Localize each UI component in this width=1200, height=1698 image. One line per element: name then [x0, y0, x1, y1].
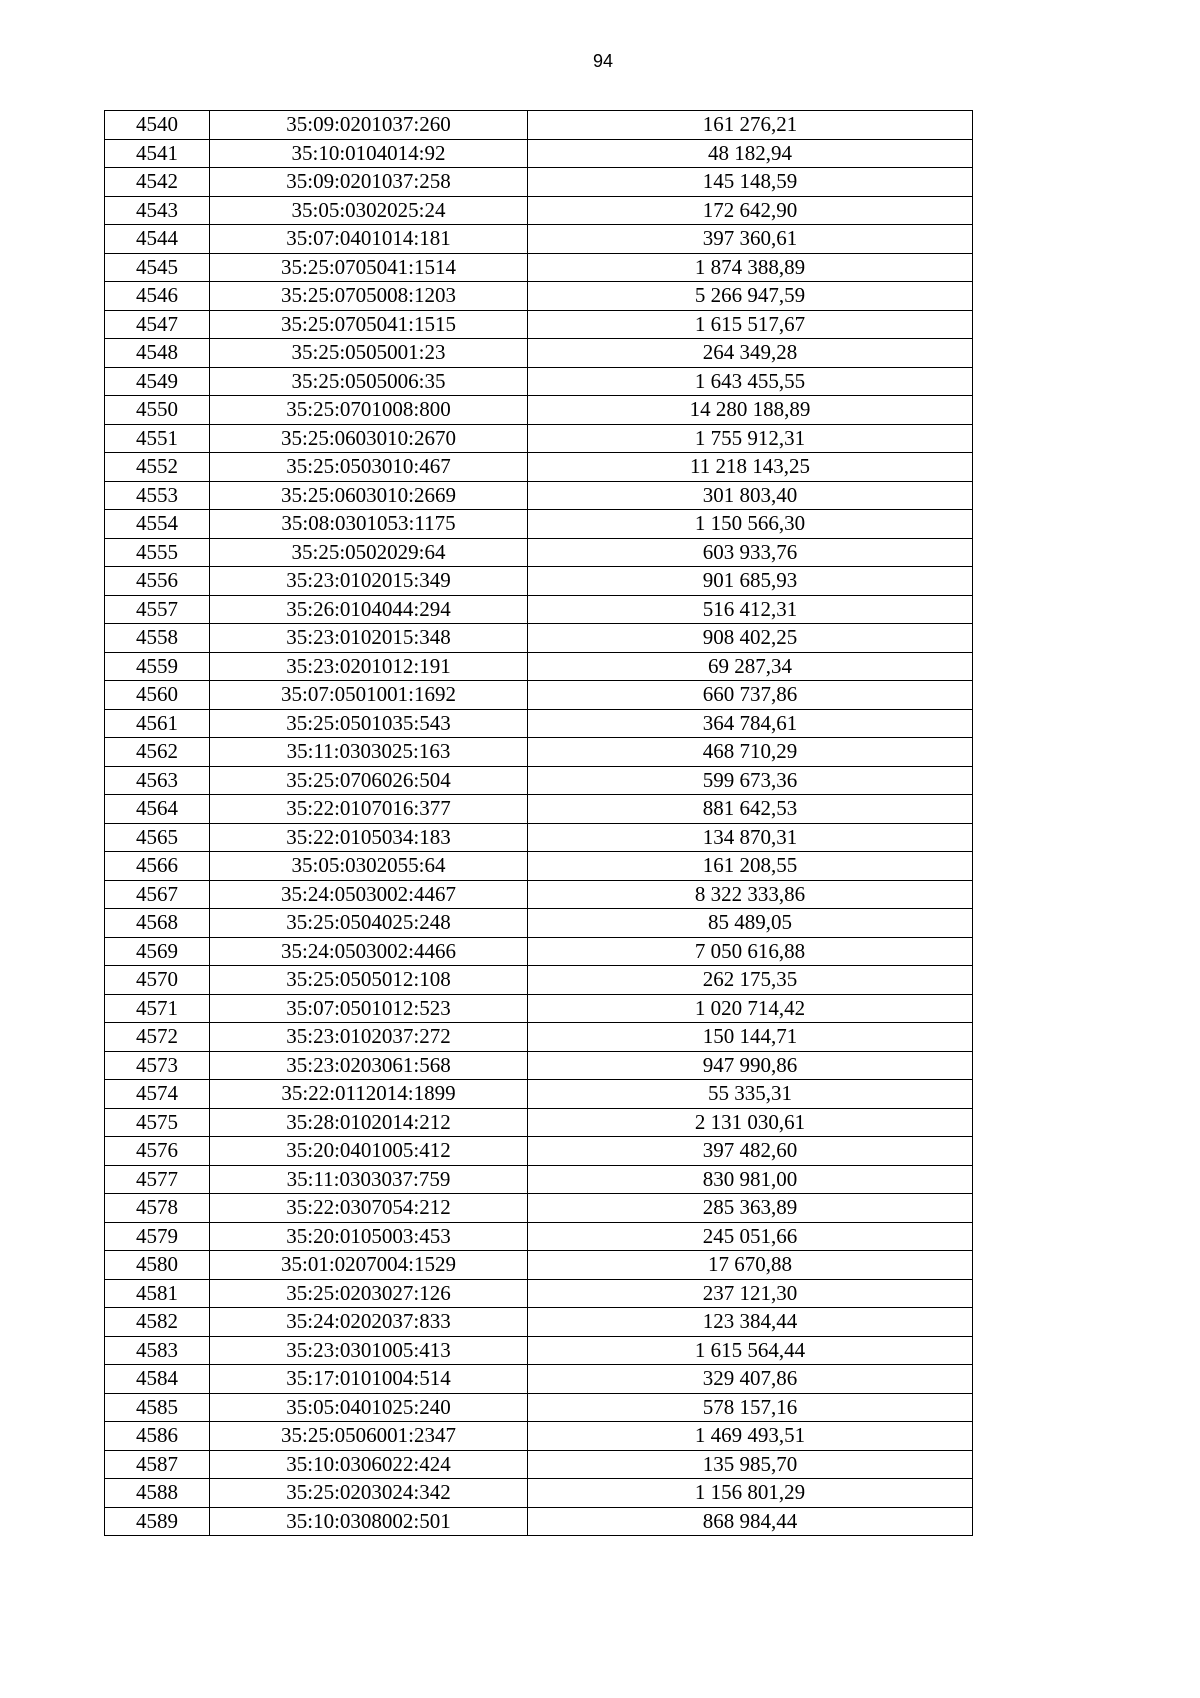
- table-row: [105, 510, 973, 539]
- row-number-cell: 4554: [105, 510, 210, 539]
- table-row: [105, 1108, 973, 1137]
- cadastral-number-cell: 35:25:0501035:543: [210, 709, 528, 738]
- row-number-cell: 4589: [105, 1507, 210, 1536]
- value-cell: 947 990,86: [528, 1051, 973, 1080]
- value-cell: 134 870,31: [528, 823, 973, 852]
- cadastral-number-cell: 35:25:0505001:23: [210, 339, 528, 368]
- row-number-cell: 4547: [105, 310, 210, 339]
- cadastral-number-cell: 35:25:0503010:467: [210, 453, 528, 482]
- value-cell: 69 287,34: [528, 652, 973, 681]
- value-cell: 85 489,05: [528, 909, 973, 938]
- cadastral-number-cell: 35:07:0401014:181: [210, 225, 528, 254]
- row-number-cell: 4550: [105, 396, 210, 425]
- table-row: [105, 595, 973, 624]
- table-row: [105, 1308, 973, 1337]
- table-row: [105, 396, 973, 425]
- table-row: [105, 1023, 973, 1052]
- value-cell: 397 482,60: [528, 1137, 973, 1166]
- row-number-cell: 4563: [105, 766, 210, 795]
- value-cell: 397 360,61: [528, 225, 973, 254]
- value-cell: 908 402,25: [528, 624, 973, 653]
- row-number-cell: 4567: [105, 880, 210, 909]
- cadastral-number-cell: 35:24:0202037:833: [210, 1308, 528, 1337]
- value-cell: 881 642,53: [528, 795, 973, 824]
- table-row: [105, 1080, 973, 1109]
- row-number-cell: 4545: [105, 253, 210, 282]
- table-row: [105, 282, 973, 311]
- row-number-cell: 4540: [105, 111, 210, 140]
- table-row: [105, 1393, 973, 1422]
- row-number-cell: 4576: [105, 1137, 210, 1166]
- row-number-cell: 4559: [105, 652, 210, 681]
- value-cell: 55 335,31: [528, 1080, 973, 1109]
- cadastral-number-cell: 35:25:0603010:2669: [210, 481, 528, 510]
- cadastral-number-cell: 35:17:0101004:514: [210, 1365, 528, 1394]
- value-cell: 2 131 030,61: [528, 1108, 973, 1137]
- table-row: [105, 1194, 973, 1223]
- row-number-cell: 4588: [105, 1479, 210, 1508]
- row-number-cell: 4568: [105, 909, 210, 938]
- cadastral-number-cell: 35:11:0303025:163: [210, 738, 528, 767]
- value-cell: 150 144,71: [528, 1023, 973, 1052]
- cadastral-number-cell: 35:10:0308002:501: [210, 1507, 528, 1536]
- row-number-cell: 4578: [105, 1194, 210, 1223]
- table-row: [105, 681, 973, 710]
- value-cell: 660 737,86: [528, 681, 973, 710]
- value-cell: 17 670,88: [528, 1251, 973, 1280]
- value-cell: 468 710,29: [528, 738, 973, 767]
- value-cell: 1 469 493,51: [528, 1422, 973, 1451]
- cadastral-number-cell: 35:25:0505006:35: [210, 367, 528, 396]
- table-row: [105, 994, 973, 1023]
- table-row: [105, 367, 973, 396]
- row-number-cell: 4551: [105, 424, 210, 453]
- row-number-cell: 4541: [105, 139, 210, 168]
- cadastral-number-cell: 35:09:0201037:260: [210, 111, 528, 140]
- cadastral-number-cell: 35:08:0301053:1175: [210, 510, 528, 539]
- cadastral-number-cell: 35:28:0102014:212: [210, 1108, 528, 1137]
- row-number-cell: 4585: [105, 1393, 210, 1422]
- table-row: [105, 1365, 973, 1394]
- value-cell: 1 615 564,44: [528, 1336, 973, 1365]
- cadastral-number-cell: 35:09:0201037:258: [210, 168, 528, 197]
- value-cell: 161 276,21: [528, 111, 973, 140]
- row-number-cell: 4555: [105, 538, 210, 567]
- row-number-cell: 4580: [105, 1251, 210, 1280]
- cadastral-number-cell: 35:23:0201012:191: [210, 652, 528, 681]
- table-row: [105, 168, 973, 197]
- cadastral-number-cell: 35:23:0203061:568: [210, 1051, 528, 1080]
- row-number-cell: 4564: [105, 795, 210, 824]
- cadastral-number-cell: 35:22:0105034:183: [210, 823, 528, 852]
- row-number-cell: 4556: [105, 567, 210, 596]
- table-row: [105, 823, 973, 852]
- row-number-cell: 4573: [105, 1051, 210, 1080]
- cadastral-number-cell: 35:07:0501012:523: [210, 994, 528, 1023]
- row-number-cell: 4549: [105, 367, 210, 396]
- cadastral-number-cell: 35:23:0102015:348: [210, 624, 528, 653]
- table-row: [105, 1507, 973, 1536]
- cadastral-number-cell: 35:25:0203027:126: [210, 1279, 528, 1308]
- row-number-cell: 4562: [105, 738, 210, 767]
- table-row: [105, 852, 973, 881]
- row-number-cell: 4586: [105, 1422, 210, 1451]
- row-number-cell: 4581: [105, 1279, 210, 1308]
- row-number-cell: 4553: [105, 481, 210, 510]
- row-number-cell: 4570: [105, 966, 210, 995]
- table-row: [105, 937, 973, 966]
- value-cell: 135 985,70: [528, 1450, 973, 1479]
- cadastral-number-cell: 35:25:0705008:1203: [210, 282, 528, 311]
- row-number-cell: 4548: [105, 339, 210, 368]
- value-cell: 285 363,89: [528, 1194, 973, 1223]
- value-cell: 264 349,28: [528, 339, 973, 368]
- cadastral-number-cell: 35:01:0207004:1529: [210, 1251, 528, 1280]
- value-cell: 1 150 566,30: [528, 510, 973, 539]
- row-number-cell: 4543: [105, 196, 210, 225]
- value-cell: 868 984,44: [528, 1507, 973, 1536]
- value-cell: 578 157,16: [528, 1393, 973, 1422]
- table-row: [105, 880, 973, 909]
- cadastral-number-cell: 35:07:0501001:1692: [210, 681, 528, 710]
- page-number: 94: [592, 51, 614, 71]
- cadastral-number-cell: 35:22:0107016:377: [210, 795, 528, 824]
- table-row: [105, 111, 973, 140]
- table-row: [105, 1279, 973, 1308]
- table-row: [105, 1165, 973, 1194]
- row-number-cell: 4572: [105, 1023, 210, 1052]
- table-row: [105, 1422, 973, 1451]
- table-row: [105, 652, 973, 681]
- cadastral-value-table: [104, 110, 973, 1536]
- row-number-cell: 4560: [105, 681, 210, 710]
- value-cell: 8 322 333,86: [528, 880, 973, 909]
- cadastral-number-cell: 35:20:0105003:453: [210, 1222, 528, 1251]
- cadastral-number-cell: 35:23:0102015:349: [210, 567, 528, 596]
- value-cell: 245 051,66: [528, 1222, 973, 1251]
- row-number-cell: 4575: [105, 1108, 210, 1137]
- row-number-cell: 4579: [105, 1222, 210, 1251]
- value-cell: 262 175,35: [528, 966, 973, 995]
- table-body: [105, 111, 973, 1536]
- cadastral-number-cell: 35:05:0302055:64: [210, 852, 528, 881]
- row-number-cell: 4546: [105, 282, 210, 311]
- value-cell: 329 407,86: [528, 1365, 973, 1394]
- row-number-cell: 4565: [105, 823, 210, 852]
- value-cell: 11 218 143,25: [528, 453, 973, 482]
- row-number-cell: 4577: [105, 1165, 210, 1194]
- table-row: [105, 1051, 973, 1080]
- cadastral-number-cell: 35:25:0705041:1515: [210, 310, 528, 339]
- table-row: [105, 567, 973, 596]
- table-row: [105, 1137, 973, 1166]
- table-row: [105, 481, 973, 510]
- value-cell: 1 755 912,31: [528, 424, 973, 453]
- value-cell: 1 156 801,29: [528, 1479, 973, 1508]
- table-row: [105, 1251, 973, 1280]
- value-cell: 603 933,76: [528, 538, 973, 567]
- value-cell: 7 050 616,88: [528, 937, 973, 966]
- table-row: [105, 1479, 973, 1508]
- row-number-cell: 4552: [105, 453, 210, 482]
- table-row: [105, 339, 973, 368]
- value-cell: 48 182,94: [528, 139, 973, 168]
- value-cell: 1 643 455,55: [528, 367, 973, 396]
- table-row: [105, 253, 973, 282]
- row-number-cell: 4544: [105, 225, 210, 254]
- value-cell: 830 981,00: [528, 1165, 973, 1194]
- table-row: [105, 966, 973, 995]
- row-number-cell: 4587: [105, 1450, 210, 1479]
- row-number-cell: 4561: [105, 709, 210, 738]
- cadastral-number-cell: 35:23:0301005:413: [210, 1336, 528, 1365]
- cadastral-number-cell: 35:25:0504025:248: [210, 909, 528, 938]
- table-row: [105, 738, 973, 767]
- cadastral-number-cell: 35:05:0401025:240: [210, 1393, 528, 1422]
- value-cell: 1 615 517,67: [528, 310, 973, 339]
- row-number-cell: 4571: [105, 994, 210, 1023]
- table-row: [105, 196, 973, 225]
- row-number-cell: 4566: [105, 852, 210, 881]
- cadastral-number-cell: 35:23:0102037:272: [210, 1023, 528, 1052]
- cadastral-number-cell: 35:05:0302025:24: [210, 196, 528, 225]
- cadastral-number-cell: 35:24:0503002:4466: [210, 937, 528, 966]
- table-row: [105, 1222, 973, 1251]
- cadastral-number-cell: 35:25:0701008:800: [210, 396, 528, 425]
- cadastral-number-cell: 35:25:0505012:108: [210, 966, 528, 995]
- cadastral-number-cell: 35:22:0112014:1899: [210, 1080, 528, 1109]
- value-cell: 172 642,90: [528, 196, 973, 225]
- value-cell: 14 280 188,89: [528, 396, 973, 425]
- row-number-cell: 4569: [105, 937, 210, 966]
- cadastral-number-cell: 35:26:0104044:294: [210, 595, 528, 624]
- table-row: [105, 453, 973, 482]
- cadastral-number-cell: 35:25:0502029:64: [210, 538, 528, 567]
- table-row: [105, 310, 973, 339]
- cadastral-number-cell: 35:24:0503002:4467: [210, 880, 528, 909]
- table-row: [105, 538, 973, 567]
- table-row: [105, 424, 973, 453]
- value-cell: 1 874 388,89: [528, 253, 973, 282]
- table-row: [105, 766, 973, 795]
- cadastral-number-cell: 35:25:0203024:342: [210, 1479, 528, 1508]
- row-number-cell: 4574: [105, 1080, 210, 1109]
- table-row: [105, 1450, 973, 1479]
- cadastral-number-cell: 35:20:0401005:412: [210, 1137, 528, 1166]
- cadastral-number-cell: 35:10:0306022:424: [210, 1450, 528, 1479]
- cadastral-number-cell: 35:25:0705041:1514: [210, 253, 528, 282]
- value-cell: 901 685,93: [528, 567, 973, 596]
- cadastral-number-cell: 35:25:0506001:2347: [210, 1422, 528, 1451]
- table-row: [105, 624, 973, 653]
- value-cell: 237 121,30: [528, 1279, 973, 1308]
- table-row: [105, 709, 973, 738]
- cadastral-number-cell: 35:22:0307054:212: [210, 1194, 528, 1223]
- value-cell: 123 384,44: [528, 1308, 973, 1337]
- row-number-cell: 4583: [105, 1336, 210, 1365]
- value-cell: 5 266 947,59: [528, 282, 973, 311]
- value-cell: 1 020 714,42: [528, 994, 973, 1023]
- value-cell: 301 803,40: [528, 481, 973, 510]
- cadastral-number-cell: 35:11:0303037:759: [210, 1165, 528, 1194]
- row-number-cell: 4542: [105, 168, 210, 197]
- row-number-cell: 4584: [105, 1365, 210, 1394]
- table-row: [105, 795, 973, 824]
- cadastral-number-cell: 35:25:0706026:504: [210, 766, 528, 795]
- row-number-cell: 4582: [105, 1308, 210, 1337]
- table-row: [105, 225, 973, 254]
- table-row: [105, 139, 973, 168]
- cadastral-number-cell: 35:25:0603010:2670: [210, 424, 528, 453]
- value-cell: 145 148,59: [528, 168, 973, 197]
- cadastral-number-cell: 35:10:0104014:92: [210, 139, 528, 168]
- value-cell: 599 673,36: [528, 766, 973, 795]
- value-cell: 364 784,61: [528, 709, 973, 738]
- table-row: [105, 1336, 973, 1365]
- row-number-cell: 4557: [105, 595, 210, 624]
- row-number-cell: 4558: [105, 624, 210, 653]
- value-cell: 516 412,31: [528, 595, 973, 624]
- table-row: [105, 909, 973, 938]
- value-cell: 161 208,55: [528, 852, 973, 881]
